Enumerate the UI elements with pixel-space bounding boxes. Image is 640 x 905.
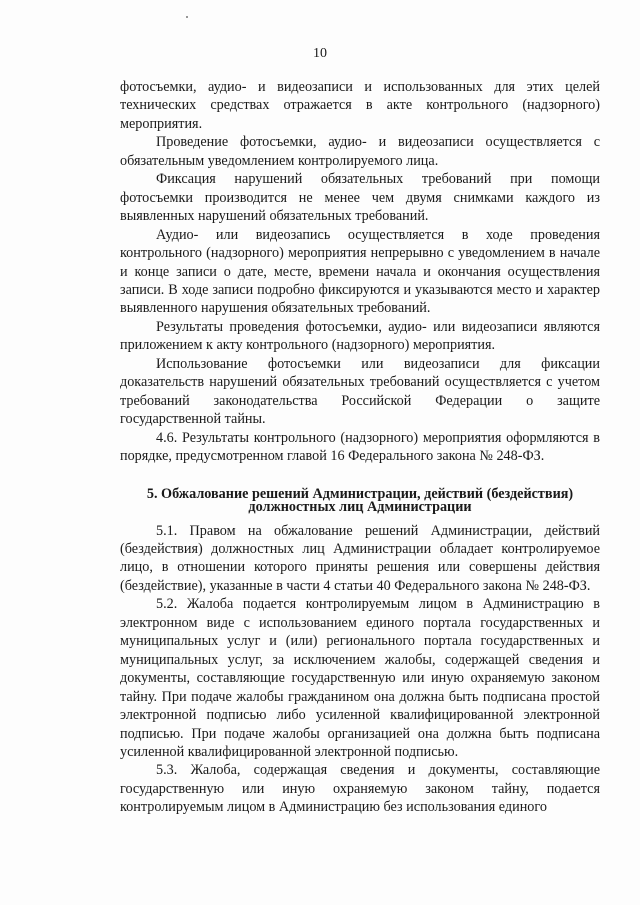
- scan-speck: [186, 16, 188, 18]
- paragraph-clause-5-1: 5.1. Правом на обжалование решений Администрации, действий (бездействия) должностных лиц Администрации обладает контролируемое лицо, в отношении которого приняты решения или совершены действия (бездействие), указанные в части 4 статьи 40 Федерального закона № 248-ФЗ.: [120, 522, 600, 594]
- paragraph-photo-fixation: Фиксация нарушений обязательных требований при помощи фотосъемки производится не менее чем двумя снимками каждого из выявленных нарушений обязательных требований.: [120, 171, 600, 225]
- paragraph-photo-notice: Проведение фотосъемки, аудио- и видеозаписи осуществляется с обязательным уведомлением контролируемого лица.: [120, 134, 600, 169]
- paragraphs-before-section: [120, 78, 600, 466]
- document-body: [120, 78, 600, 817]
- paragraph-clause-4-6: 4.6. Результаты контрольного (надзорного) мероприятия оформляются в порядке, предусмотренном главой 16 Федерального закона № 248-ФЗ.: [120, 429, 600, 465]
- section-heading: [120, 485, 600, 515]
- paragraph-continuation: фотосъемки, аудио- и видеозаписи и использованных для этих целей технических средствах отражается в акте контрольного (надзорного) мероприятия.: [120, 79, 600, 132]
- page-number: 10: [313, 46, 327, 61]
- paragraph-clause-5-3: 5.3. Жалоба, содержащая сведения и документы, составляющие государственную или иную охраняемую законом тайну, подается контролируемым лицом в Администрацию без использования единого: [120, 762, 600, 816]
- paragraph-results-attachment: Результаты проведения фотосъемки, аудио- или видеозаписи являются приложением к акту контрольного (надзорного) мероприятия.: [120, 318, 600, 354]
- paragraph-audio-video: Аудио- или видеозапись осуществляется в ходе проведения контрольного (надзорного) мероприятия непрерывно с уведомлением в начале и конце записи о дате, месте, времени начала и окончания осуществления записи. В ходе записи подробно фиксируются и указываются место и характер выявленного нарушения обязательных требований.: [120, 226, 600, 317]
- paragraphs-after-section: [120, 522, 600, 817]
- paragraph-clause-5-2: 5.2. Жалоба подается контролируемым лицом в Администрацию в электронном виде с использованием единого портала государственных и муниципальных услуг и (или) регионального портала государственных и муниципальных услуг, за исключением жалобы, содержащей сведения и документы, составляющие государственную или иную охраняемую законом тайну. При подаче жалобы гражданином она должна быть подписана простой электронной подписью либо усиленной квалифицированной электронной подписью. При подаче жалобы организацией она должна быть подписана усиленной квалифицированной электронной подписью.: [120, 596, 600, 760]
- paragraph-state-secret: Использование фотосъемки или видеозаписи для фиксации доказательств нарушений обязательных требований осуществляется с учетом требований законодательства Российской Федерации о защите государственной тайны.: [120, 355, 600, 428]
- section-heading-line-1: 5. Обжалование решений Администрации, действий (бездействия): [146, 485, 574, 502]
- section-heading-line-2: должностных лиц Администрации: [248, 498, 472, 515]
